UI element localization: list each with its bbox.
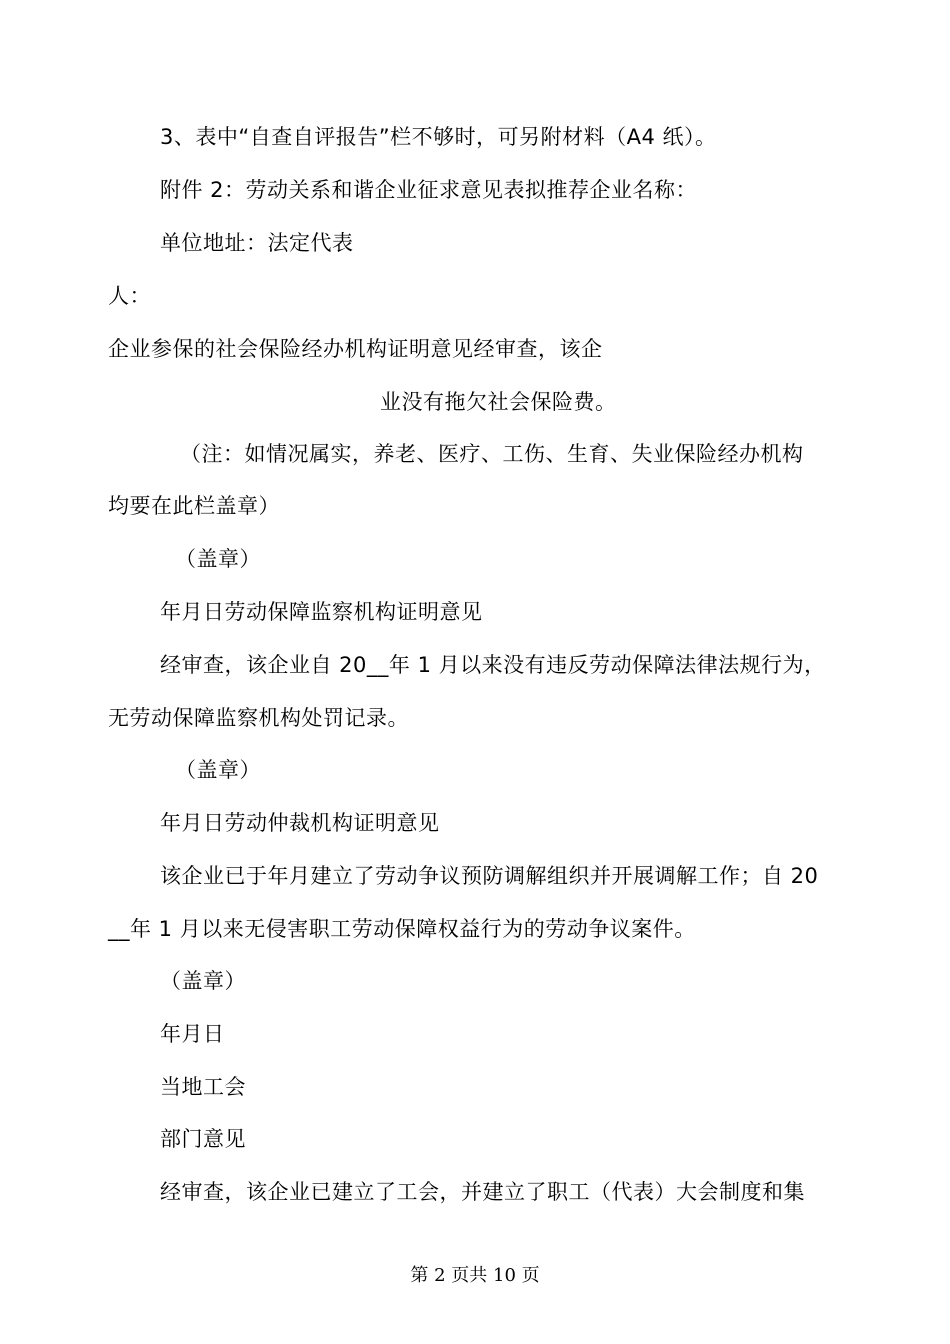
- section-heading: 当地工会: [160, 1075, 246, 1099]
- text-line: 经审查，该企业自 20__年 1 月以来没有违反劳动保障法律法规行为，: [160, 653, 826, 677]
- stamp-note: （盖章）: [160, 969, 246, 993]
- text-line: 附件 2：劳动关系和谐企业征求意见表拟推荐企业名称：: [160, 178, 698, 202]
- section-heading: 部门意见: [160, 1127, 246, 1151]
- text-line: 均要在此栏盖章）: [108, 494, 280, 518]
- text-line: 无劳动保障监察机构处罚记录。: [108, 706, 409, 730]
- page-number: 第 2 页共 10 页: [410, 1265, 540, 1286]
- text-line: 经审查，该企业已建立了工会，并建立了职工（代表）大会制度和集: [160, 1180, 805, 1204]
- text-line: 单位地址：法定代表: [160, 231, 354, 255]
- text-line: 业没有拖欠社会保险费。: [380, 390, 617, 414]
- stamp-note: （盖章）: [175, 758, 261, 782]
- text-line: 人：: [108, 284, 151, 308]
- section-heading: 年月日劳动保障监察机构证明意见: [160, 600, 483, 624]
- date-line: 年月日: [160, 1022, 225, 1046]
- text-line: 企业参保的社会保险经办机构证明意见经审查，该企: [108, 337, 603, 361]
- text-line: 该企业已于年月建立了劳动争议预防调解组织并开展调解工作；自 20: [160, 864, 819, 888]
- section-heading: 年月日劳动仲裁机构证明意见: [160, 811, 440, 835]
- text-line: __年 1 月以来无侵害职工劳动保障权益行为的劳动争议案件。: [108, 917, 696, 941]
- text-line: 3、表中“自查自评报告”栏不够时，可另附材料（A4 纸）。: [160, 125, 717, 149]
- text-line: （注：如情况属实，养老、医疗、工伤、生育、失业保险经办机构: [180, 442, 804, 466]
- stamp-note: （盖章）: [175, 547, 261, 571]
